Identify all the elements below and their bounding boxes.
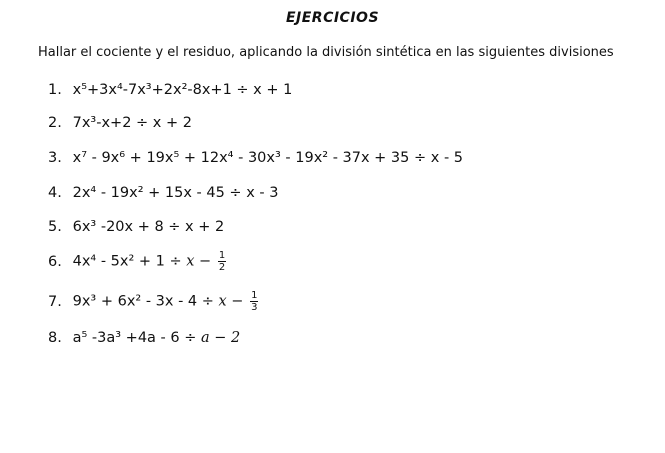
exercise-item-1 <box>48 82 292 98</box>
exercise-number: 5. <box>48 219 62 235</box>
exercise-expression: x⁷ - 9x⁶ + 19x⁵ + 12x⁴ - 30x³ - 19x² - 37x + 35 ÷ x - 5 <box>72 150 464 166</box>
divisor: a − 2 <box>201 330 241 346</box>
exercise-number: 3. <box>48 150 62 166</box>
exercise-item-5 <box>48 219 224 235</box>
dividend: 9x³ + 6x² - 3x - 4 ÷ <box>72 293 219 310</box>
dividend: 4x⁴ - 5x² + 1 ÷ <box>72 253 187 270</box>
exercise-number: 6. <box>48 253 62 270</box>
exercise-item-6 <box>48 250 226 273</box>
fraction-numerator: 1 <box>218 250 226 261</box>
exercise-expression: 6x³ -20x + 8 ÷ x + 2 <box>72 219 225 235</box>
exercise-expression <box>73 290 259 313</box>
exercise-item-2 <box>48 115 192 131</box>
fraction-denominator: 2 <box>218 262 226 273</box>
exercise-number: 4. <box>48 185 62 201</box>
exercise-item-8 <box>48 330 240 346</box>
fraction <box>250 290 258 313</box>
exercise-number: 7. <box>48 293 62 310</box>
instruction-text: Hallar el cociente y el residuo, aplicando la división sintética en las siguientes divisiones <box>38 45 614 60</box>
page-title: EJERCICIOS <box>285 10 380 26</box>
exercise-number: 2. <box>48 115 62 131</box>
exercise-expression <box>73 250 227 273</box>
exercise-expression <box>73 330 241 346</box>
exercise-number: 8. <box>48 330 62 346</box>
divisor: x − <box>218 293 249 310</box>
fraction-numerator: 1 <box>251 290 258 301</box>
exercise-item-4 <box>48 185 278 201</box>
fraction-denominator: 3 <box>251 302 258 313</box>
exercise-expression: x⁵+3x⁴-7x³+2x²-8x+1 ÷ x + 1 <box>72 82 293 98</box>
divisor: x − <box>186 253 216 270</box>
exercise-item-3 <box>48 150 463 166</box>
exercise-expression: 7x³-x+2 ÷ x + 2 <box>72 115 192 131</box>
fraction <box>218 250 226 273</box>
exercise-expression: 2x⁴ - 19x² + 15x - 45 ÷ x - 3 <box>72 185 279 201</box>
exercise-number: 1. <box>48 82 62 98</box>
exercise-item-7 <box>48 290 258 313</box>
dividend: a⁵ -3a³ +4a - 6 ÷ <box>72 330 201 346</box>
